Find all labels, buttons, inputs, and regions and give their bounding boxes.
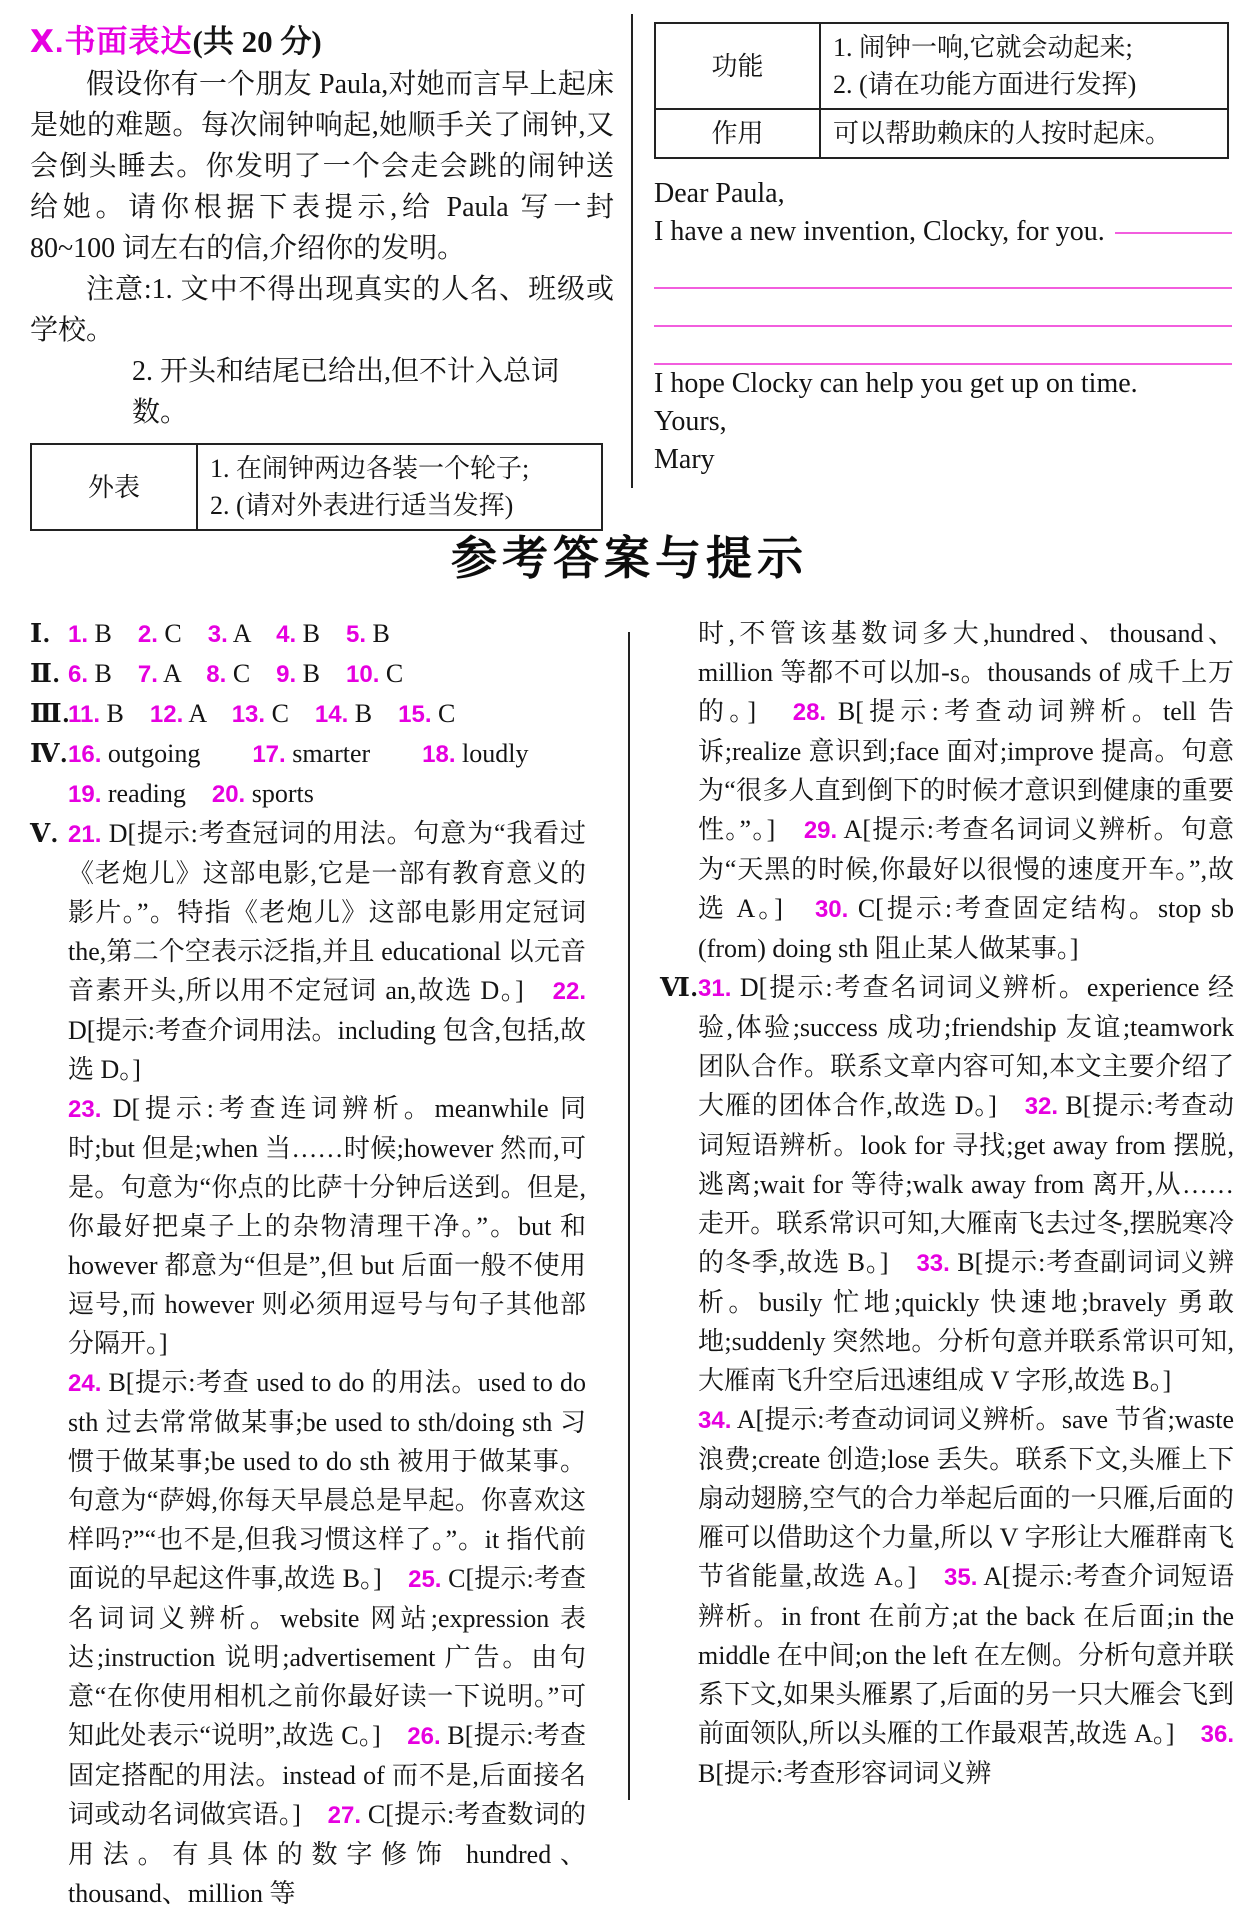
answer-text: B[提示:考查动词短语辨析。look for 寻找;get away from 摆脱,逃离;wait for 等待;walk away from 离开,从……走开。联系常识可知,大雁南飞去过冬,摆脱寒冷的冬季,故选 B。]: [698, 1091, 1234, 1277]
question-number: 24.: [68, 1370, 102, 1397]
function-content: [820, 23, 1228, 109]
question-number: 33.: [916, 1250, 950, 1277]
question-number: 19.: [68, 781, 102, 808]
answers-column-divider: [628, 632, 630, 1800]
question-number: 26.: [407, 1723, 441, 1750]
task-description: 假设你有一个朋友 Paula,对她而言早上起床是她的难题。每次闹钟响起,她顺手关了闹钟,又会倒头睡去。你发明了一个会走会跳的闹钟送给她。请你根据下表提示,给 Paula 写一封 80~100 词左右的信,介绍你的发明。: [30, 69, 614, 264]
question-number: 7.: [137, 661, 158, 688]
answer-blank-line: [1115, 232, 1232, 234]
letter-closing: I hope Clocky can help you get up on time.: [654, 368, 1138, 399]
question-number: 29.: [803, 817, 838, 844]
effect-content: [820, 109, 1228, 158]
appearance-table: [30, 443, 603, 531]
roman-numeral: Ⅵ.: [660, 973, 699, 1002]
question-number: 18.: [422, 741, 456, 768]
answer-text: A[提示:考查介词短语辨析。in front 在前方;at the back 在后面;in the middle 在中间;on the left 在左侧。分析句意并联系下文,如果头雁累了,后面的另一只大雁会飞到前面领队,所以头雁的工作最艰苦,故选 A。]: [698, 1562, 1234, 1748]
answer-text: B: [296, 619, 347, 648]
appearance-content: [197, 444, 602, 530]
question-number: 25.: [408, 1566, 442, 1593]
question-number: 20.: [211, 781, 246, 808]
answer-blank-line: [654, 327, 1232, 365]
answer-text: C[提示:考查数词的用法。有具体的数字修饰 hundred、thousand、million 等: [68, 1800, 586, 1908]
answer-paragraph: [30, 1363, 586, 1913]
section-heading-points: (共 20 分): [192, 24, 322, 59]
letter-opening-row: [654, 213, 1232, 251]
question-number: 23.: [68, 1096, 102, 1123]
question-number: 12.: [149, 701, 184, 728]
answer-paragraph: [30, 654, 586, 694]
answer-text: A: [183, 699, 232, 728]
question-number: 21.: [68, 821, 102, 848]
question-number: 11.: [68, 701, 101, 728]
table-row: [655, 109, 1228, 158]
section-heading-number: Ⅹ.书面表达: [30, 24, 193, 59]
answer-text: C: [379, 659, 404, 688]
answer-text: C: [431, 699, 456, 728]
answer-text: loudly: [455, 739, 529, 768]
appearance-item-1: 1. 在闹钟两边各装一个轮子;: [210, 454, 530, 483]
question-number: 15.: [398, 701, 432, 728]
answer-text: B: [366, 619, 390, 648]
answer-text: B[提示:考查动词辨析。tell 告诉;realize 意识到;face 面对;improve 提高。句意为“很多人直到倒下的时候才意识到健康的重要性。”。]: [698, 697, 1234, 844]
answer-text: B: [296, 659, 347, 688]
roman-numeral: Ⅰ.: [30, 619, 51, 648]
effect-item-1: 可以帮助赖床的人按时起床。: [833, 119, 1172, 148]
question-number: 32.: [1024, 1093, 1059, 1120]
answer-blank-line: [654, 251, 1232, 289]
question-number: 27.: [327, 1802, 362, 1829]
model-letter: [654, 175, 1232, 479]
question-number: 30.: [814, 896, 849, 923]
answer-text: B[提示:考查固定搭配的用法。instead of 而不是,后面接名词或动名词做宾语。]: [68, 1721, 586, 1829]
answer-text: C: [265, 699, 315, 728]
answer-paragraph: [30, 814, 586, 1089]
answer-blank-line: [654, 289, 1232, 327]
letter-signature: Mary: [654, 444, 715, 475]
function-item-1: 1. 闹钟一响,它就会动起来;: [833, 33, 1133, 62]
effect-label: 作用: [655, 109, 820, 158]
answer-text: B: [348, 699, 399, 728]
answer-text: B: [88, 659, 138, 688]
answer-text: B[提示:考查副词词义辨析。busily 忙地;quickly 快速地;bravely 勇敢地;suddenly 突然地。分析句意并联系常识可知,大雁南飞升空后迅速组成 V 字形,故选 B。]: [698, 1248, 1234, 1395]
question-number: 10.: [346, 661, 380, 688]
answer-text: D[提示:考查连词辨析。meanwhile 同时;but 但是;when 当……时候;however 然而,可是。句意为“你点的比萨十分钟后送到。但是,你最好把桌子上的杂物清理干净。”。but 和 however 都意为“但是”,但 but 后面一般不使用逗号,而 however 则必须用逗号与句子其他部分隔开。]: [68, 1094, 586, 1358]
answer-text: B: [100, 699, 150, 728]
answer-paragraph: [660, 968, 1234, 1400]
answer-text: C: [157, 619, 208, 648]
roman-numeral: Ⅲ.: [30, 699, 71, 728]
answers-column-left: [30, 614, 586, 1913]
answer-text: B[提示:考查 used to do 的用法。used to do sth 过去常常做某事;be used to sth/doing sth 习惯于做某事;be used to do sth 被用于做某事。句意为“萨姆,你每天早晨总是早起。你喜欢这样吗?”“也不是,但我习惯这样了。”。it 指代前面说的早起这件事,故选 B。]: [68, 1368, 586, 1593]
answer-text: smarter: [285, 739, 423, 768]
answer-text: A[提示:考查动词词义辨析。save 节省;waste 浪费;create 创造;lose 丢失。联系下文,头雁上下扇动翅膀,空气的合力举起后面的一只雁,后面的雁可以借助这个力量,所以 V 字形让大雁群南飞节省能量,故选 A。]: [698, 1405, 1234, 1591]
answer-text: A: [157, 659, 207, 688]
answer-text: C[提示:考查名词词义辨析。website 网站;expression 表达;instruction 说明;advertisement 广告。由句意“在你使用相机之前你最好读一下说明。”可知此处表示“说明”,故选 C。]: [68, 1564, 586, 1750]
question-number: 1.: [68, 621, 89, 648]
letter-opening: I have a new invention, Clocky, for you.: [654, 216, 1105, 247]
answer-text: D[提示:考查冠词的用法。句意为“我看过《老炮儿》这部电影,它是一部有教育意义的影片。”。特指《老炮儿》这部电影用定冠词 the,第二个空表示泛指,并且 educational 以元音音素开头,所以用不定冠词 an,故选 D。]: [68, 819, 586, 1005]
hint-table-and-letter: [654, 22, 1232, 479]
letter-salutation: Dear Paula,: [654, 178, 785, 209]
roman-numeral: Ⅱ.: [30, 659, 61, 688]
answer-paragraph: [30, 734, 586, 814]
question-number: 8.: [206, 661, 227, 688]
answers-column-right: [660, 614, 1234, 1793]
answer-text: B[提示:考查形容词词义辨: [698, 1759, 992, 1788]
answer-text: 时,不管该基数词多大,hundred、thousand、million 等都不可以加-s。thousands of 成千上万的。]: [698, 619, 1234, 726]
question-number: 14.: [314, 701, 349, 728]
answer-paragraph: [30, 694, 586, 734]
question-number: 6.: [68, 661, 89, 688]
answer-text: D[提示:考查名词词义辨析。experience 经验,体验;success 成功;friendship 友谊;teamwork 团队合作。联系文章内容可知,本文主要介绍了大雁的团体合作,故选 D。]: [698, 973, 1234, 1120]
answer-text: B: [88, 619, 138, 648]
question-number: 34.: [698, 1407, 732, 1434]
question-number: 17.: [252, 741, 286, 768]
answer-text: D[提示:考查介词用法。including 包含,包括,故选 D。]: [68, 1016, 586, 1084]
answer-text: A: [227, 619, 277, 648]
appearance-item-2: 2. (请对外表进行适当发挥): [210, 491, 514, 520]
answer-text: C: [226, 659, 277, 688]
top-column-divider: [631, 14, 633, 488]
answers-title: 参考答案与提示: [451, 532, 808, 584]
task-note-2: 2. 开头和结尾已给出,但不计入总词数。: [132, 356, 560, 428]
question-number: 5.: [346, 621, 367, 648]
roman-numeral: Ⅳ.: [30, 739, 69, 768]
function-table: [654, 22, 1229, 159]
letter-blank-lines: [654, 251, 1232, 365]
answer-text: A[提示:考查名词词义辨析。句意为“天黑的时候,你最好以很慢的速度开车。”,故选 A。]: [698, 815, 1234, 923]
question-number: 36.: [1200, 1721, 1234, 1748]
question-number: 3.: [207, 621, 228, 648]
question-number: 31.: [698, 975, 732, 1002]
answer-paragraph: [660, 1400, 1234, 1793]
question-number: 9.: [276, 661, 297, 688]
question-number: 22.: [552, 978, 586, 1005]
question-number: 35.: [944, 1564, 978, 1591]
task-note-1: 注意:1. 文中不得出现真实的人名、班级或学校。: [30, 274, 614, 346]
answer-text: sports: [245, 779, 314, 808]
table-row: [31, 444, 602, 530]
answer-paragraph: [660, 614, 1234, 968]
section-heading: [30, 20, 614, 64]
appearance-label: 外表: [31, 444, 197, 530]
letter-signoff: Yours,: [654, 406, 727, 437]
question-number: 16.: [68, 741, 102, 768]
roman-numeral: Ⅴ.: [30, 819, 59, 848]
question-number: 28.: [792, 699, 827, 726]
question-number: 4.: [276, 621, 297, 648]
function-item-2: 2. (请在功能方面进行发挥): [833, 70, 1137, 99]
writing-task-section: [30, 20, 614, 531]
answer-text: C[提示:考查固定结构。stop sb (from) doing sth 阻止某人做某事。]: [698, 894, 1234, 963]
question-number: 13.: [231, 701, 266, 728]
answer-paragraph: [30, 614, 586, 654]
question-number: 2.: [137, 621, 158, 648]
function-label: 功能: [655, 23, 820, 109]
table-row: [655, 23, 1228, 109]
answer-text: outgoing: [101, 739, 253, 768]
answer-paragraph: [30, 1089, 586, 1363]
answer-text: reading: [101, 779, 212, 808]
